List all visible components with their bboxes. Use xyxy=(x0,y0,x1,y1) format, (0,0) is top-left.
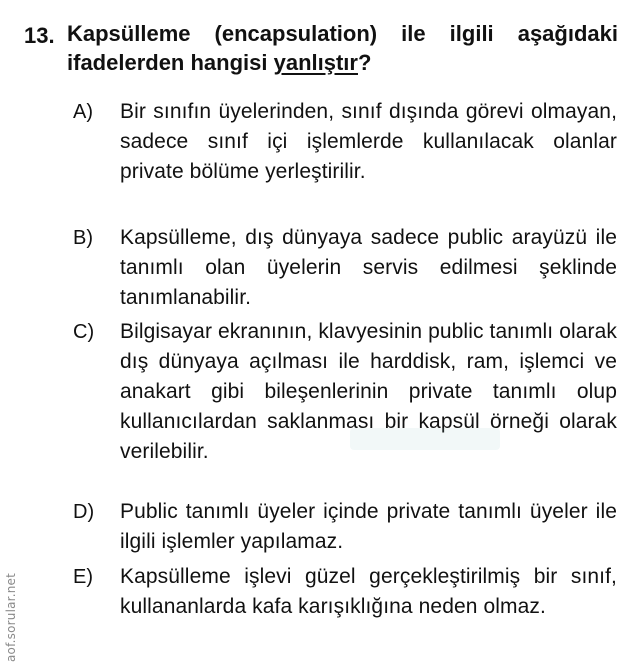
faint-watermark-mark xyxy=(350,428,500,450)
question-stem-emphasis: yanlıştır xyxy=(273,50,358,75)
site-watermark: aof.sorular.net xyxy=(4,572,18,662)
option-d-text: Public tanımlı üyeler içinde private tanımlı üyeler ile ilgili işlemler yapılamaz. xyxy=(120,500,617,553)
option-a-letter: A) xyxy=(73,101,93,123)
question-stem xyxy=(67,19,618,77)
question-stem-text: Kapsülleme (encapsulation) ile ilgili aşağıdaki ifadelerden hangisi xyxy=(67,21,618,75)
question-number: 13. xyxy=(24,23,55,48)
option-c-letter: C) xyxy=(73,321,95,343)
option-e-letter: E) xyxy=(73,566,93,588)
option-d-letter: D) xyxy=(73,501,95,523)
option-c-text: Bilgisayar ekranının, klavyesinin public tanımlı olarak dış dünyaya açılması ile harddisk, ram, işlemci ve anakart gibi bileşenlerinin private tanımlı olup kullanıcılardan saklanması bir kapsül örneği olarak verilebilir. xyxy=(120,320,617,463)
option-a-text: Bir sınıfın üyelerinden, sınıf dışında görevi olmayan, sadece sınıf içi işlemlerde kullanılacak olanlar private bölüme yerleştirilir. xyxy=(120,100,617,183)
option-b-text: Kapsülleme, dış dünyaya sadece public arayüzü ile tanımlı olan üyelerin servis edilmesi şeklinde tanımlanabilir. xyxy=(120,226,617,309)
question-stem-end: ? xyxy=(357,50,372,75)
option-b-letter: B) xyxy=(73,227,93,249)
option-e-text: Kapsülleme işlevi güzel gerçekleştirilmiş bir sınıf, kullananlarda kafa karışıklığına neden olmaz. xyxy=(120,565,617,618)
